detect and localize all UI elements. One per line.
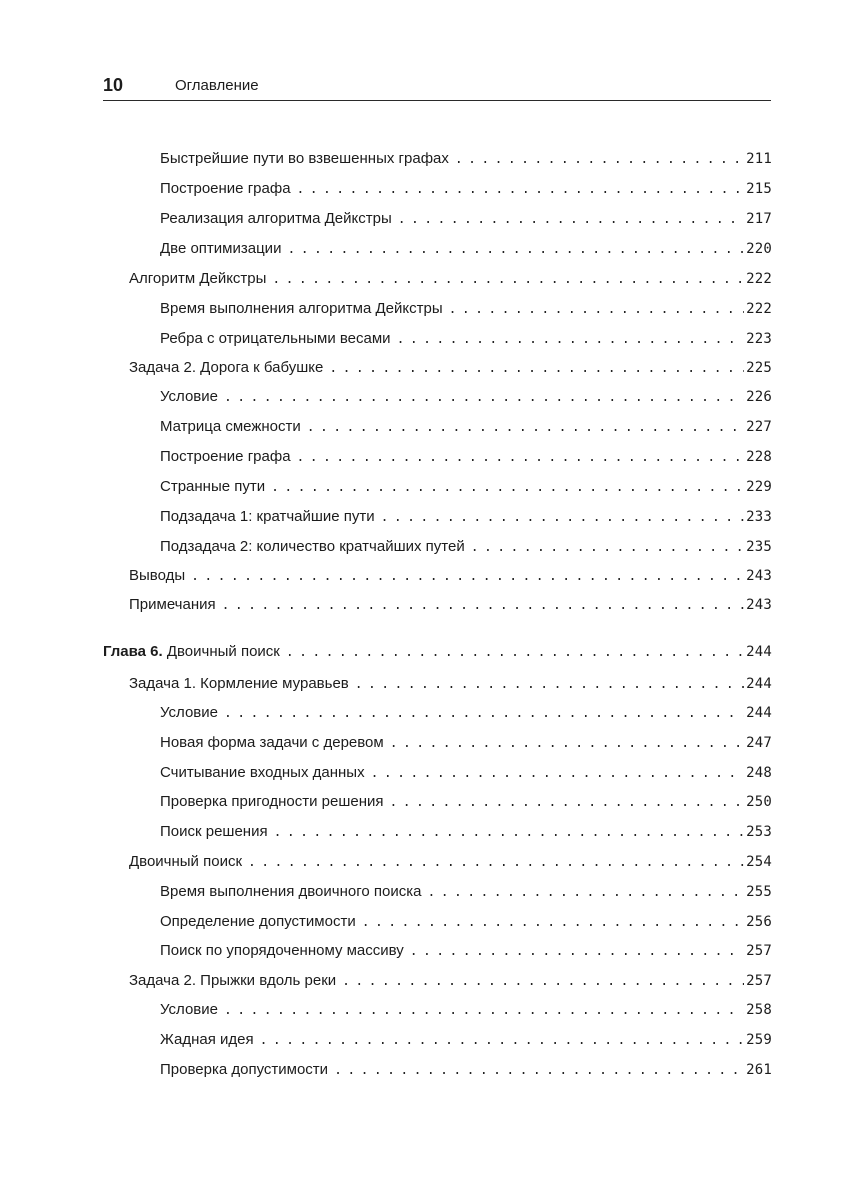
entry-title: Поиск по упорядоченному массиву <box>160 942 404 959</box>
entry-title: Задача 2. Прыжки вдоль реки <box>129 972 337 989</box>
entry-page-number: 228 <box>746 449 772 465</box>
dot-leader <box>362 912 744 934</box>
entry-page-number: 256 <box>746 914 772 930</box>
toc-entry <box>160 476 772 498</box>
dot-leader <box>222 595 745 617</box>
entry-page-number: 222 <box>746 301 772 317</box>
toc-entry <box>160 238 772 260</box>
dot-leader <box>390 733 744 755</box>
entry-title: Реализация алгоритма Дейкстры <box>160 210 392 227</box>
toc-entry <box>160 999 772 1021</box>
dot-leader <box>297 179 745 201</box>
entry-title: Считывание входных данных <box>160 764 365 781</box>
dot-leader <box>449 299 745 321</box>
entry-title: Новая форма задачи с деревом <box>160 734 384 751</box>
toc-entry <box>160 506 772 528</box>
toc-entry <box>160 1029 772 1051</box>
dot-leader <box>224 1000 744 1022</box>
dot-leader <box>397 329 745 351</box>
page-number: 10 <box>103 75 124 95</box>
entry-page-number: 244 <box>746 644 772 660</box>
entry-page-number: 220 <box>746 241 772 257</box>
toc-entry <box>160 536 772 558</box>
entry-page-number: 255 <box>746 884 772 900</box>
entry-title: Подзадача 2: количество кратчайших путей <box>160 538 465 555</box>
dot-leader <box>329 358 744 380</box>
entry-page-number: 254 <box>746 854 772 870</box>
entry-title: Быстрейшие пути во взвешенных графах <box>160 150 449 167</box>
entry-page-number: 215 <box>746 181 772 197</box>
dot-leader <box>260 1030 744 1052</box>
toc-entry <box>129 970 772 992</box>
dot-leader <box>390 792 745 814</box>
entry-title: Двоичный поиск <box>129 853 243 870</box>
toc-entry <box>160 1059 772 1081</box>
dot-leader <box>224 387 744 409</box>
entry-page-number: 243 <box>746 597 772 613</box>
entry-page-number: 211 <box>746 151 772 167</box>
dot-leader <box>334 1060 744 1082</box>
toc-entry <box>160 208 772 230</box>
toc-entry <box>160 328 772 350</box>
dot-leader <box>224 703 744 725</box>
dot-leader <box>371 763 745 785</box>
toc-entry <box>160 881 772 903</box>
entry-page-number: 225 <box>746 360 772 376</box>
toc-entry <box>129 673 772 695</box>
entry-page-number: 235 <box>746 539 772 555</box>
entry-title: Подзадача 1: кратчайшие пути <box>160 508 375 525</box>
toc-entry <box>160 298 772 320</box>
entry-title: Время выполнения алгоритма Дейкстры <box>160 300 443 317</box>
toc-entry <box>129 851 772 873</box>
entry-title: Двоичный поиск <box>166 643 280 660</box>
toc-entry <box>129 357 772 379</box>
toc-entry <box>160 446 772 468</box>
running-head: Оглавление <box>175 77 259 94</box>
dot-leader <box>297 447 745 469</box>
entry-page-number: 250 <box>746 794 772 810</box>
entry-title: Задача 2. Дорога к бабушке <box>129 359 324 376</box>
entry-title: Поиск решения <box>160 823 268 840</box>
entry-title: Две оптимизации <box>160 240 282 257</box>
toc-entry <box>160 386 772 408</box>
entry-page-number: 261 <box>746 1062 772 1078</box>
toc-entry <box>160 911 772 933</box>
toc-entry <box>129 565 772 587</box>
entry-page-number: 247 <box>746 735 772 751</box>
toc-entry <box>160 940 772 962</box>
entry-title: Проверка пригодности решения <box>160 793 384 810</box>
entry-title: Странные пути <box>160 478 266 495</box>
entry-title: Выводы <box>129 567 186 584</box>
entry-page-number: 243 <box>746 568 772 584</box>
dot-leader <box>342 971 744 993</box>
toc-entry <box>129 268 772 290</box>
toc-entry <box>160 821 772 843</box>
dot-leader <box>272 269 744 291</box>
entry-title: Ребра с отрицательными весами <box>160 330 391 347</box>
entry-title: Примечания <box>129 596 216 613</box>
dot-leader <box>471 537 744 559</box>
chapter-label: Глава 6. <box>103 643 163 660</box>
dot-leader <box>248 852 744 874</box>
dot-leader <box>410 941 744 963</box>
entry-title: Алгоритм Дейкстры <box>129 270 267 287</box>
entry-page-number: 259 <box>746 1032 772 1048</box>
entry-page-number: 253 <box>746 824 772 840</box>
toc-entry <box>160 791 772 813</box>
toc-entry <box>160 702 772 724</box>
entry-page-number: 217 <box>746 211 772 227</box>
entry-title: Проверка допустимости <box>160 1061 329 1078</box>
entry-title: Задача 1. Кормление муравьев <box>129 675 349 692</box>
entry-page-number: 233 <box>746 509 772 525</box>
entry-page-number: 258 <box>746 1002 772 1018</box>
dot-leader <box>274 822 745 844</box>
dot-leader <box>381 507 744 529</box>
entry-page-number: 257 <box>746 943 772 959</box>
entry-title: Определение допустимости <box>160 913 356 930</box>
dot-leader <box>191 566 744 588</box>
dot-leader <box>286 642 744 664</box>
dot-leader <box>271 477 744 499</box>
entry-title: Построение графа <box>160 180 291 197</box>
entry-title: Матрица смежности <box>160 418 301 435</box>
dot-leader <box>455 149 744 171</box>
dot-leader <box>355 674 744 696</box>
entry-title: Время выполнения двоичного поиска <box>160 883 422 900</box>
entry-page-number: 257 <box>746 973 772 989</box>
toc-entry <box>160 416 772 438</box>
entry-title: Жадная идея <box>160 1031 254 1048</box>
entry-title: Условие <box>160 388 218 405</box>
entry-page-number: 226 <box>746 389 772 405</box>
entry-page-number: 244 <box>746 705 772 721</box>
dot-leader <box>398 209 744 231</box>
toc-entry <box>129 594 772 616</box>
entry-page-number: 222 <box>746 271 772 287</box>
toc-entry <box>160 178 772 200</box>
entry-page-number: 229 <box>746 479 772 495</box>
entry-title: Условие <box>160 704 218 721</box>
entry-page-number: 227 <box>746 419 772 435</box>
dot-leader <box>287 239 744 261</box>
toc-entry <box>160 148 772 170</box>
entry-page-number: 248 <box>746 765 772 781</box>
entry-page-number: 244 <box>746 676 772 692</box>
toc-entry <box>160 732 772 754</box>
dot-leader <box>307 417 744 439</box>
entry-title: Построение графа <box>160 448 291 465</box>
dot-leader <box>427 882 744 904</box>
entry-title: Условие <box>160 1001 218 1018</box>
toc-chapter-entry <box>103 641 772 663</box>
toc-entry <box>160 762 772 784</box>
entry-page-number: 223 <box>746 331 772 347</box>
